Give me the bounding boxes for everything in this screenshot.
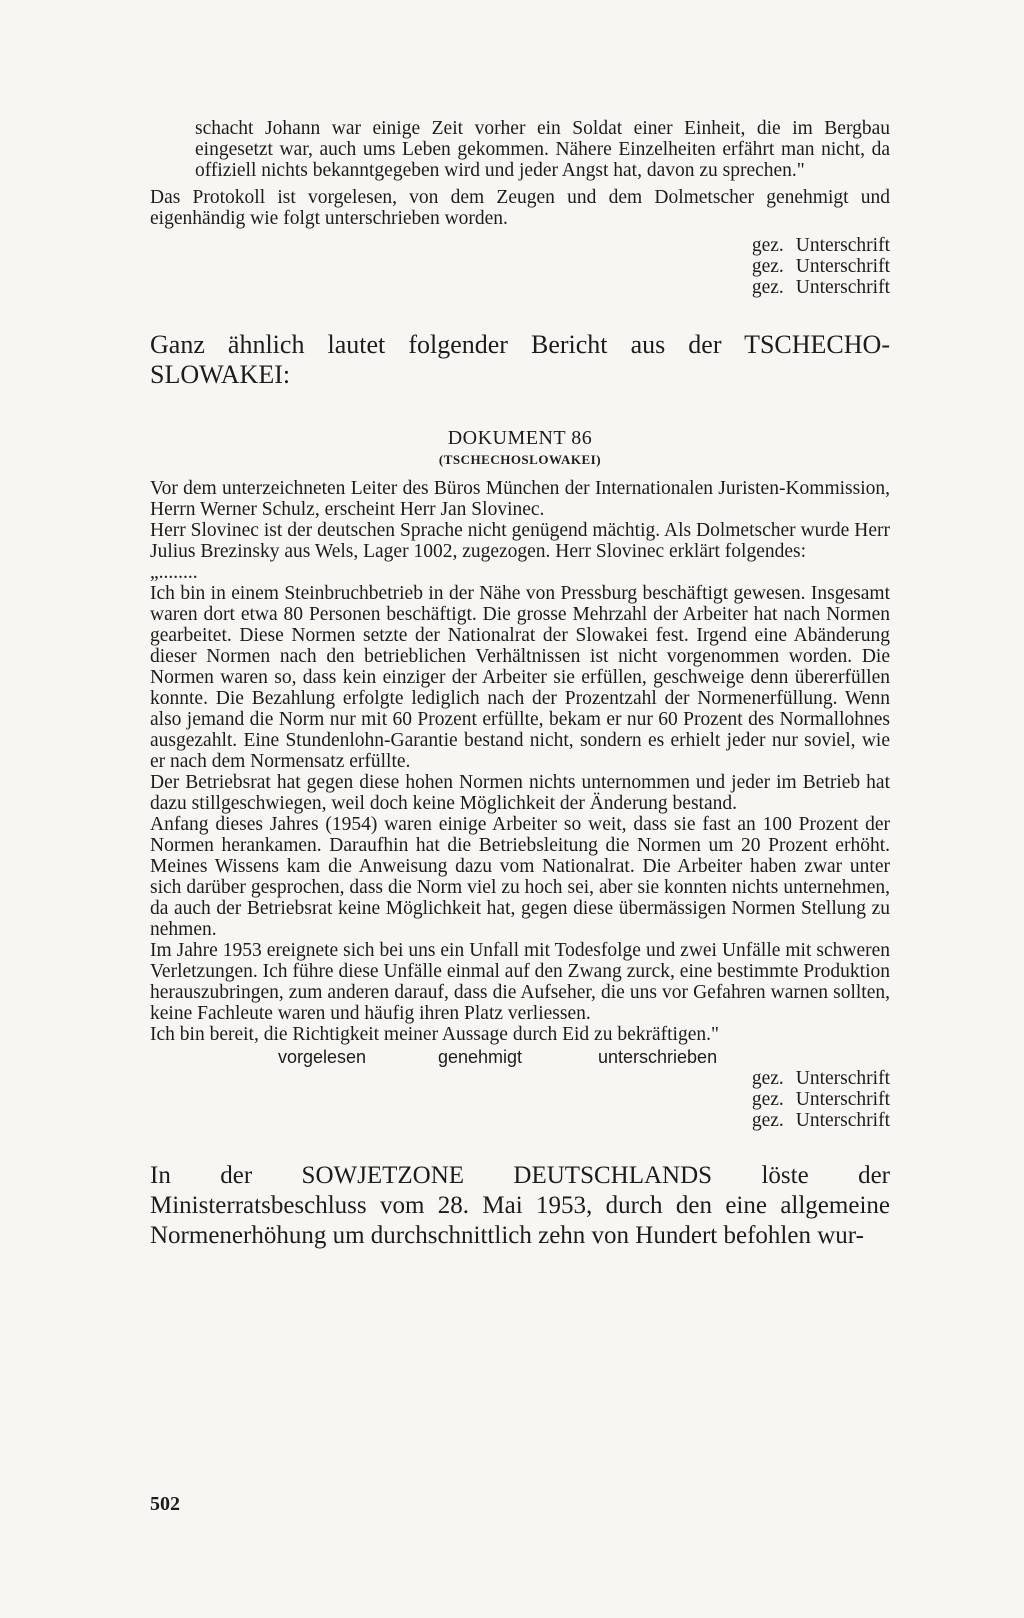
attestation-formula (150, 1047, 890, 1068)
body-paragraph: Der Betriebsrat hat gegen diese hohen Normen nichts unternommen und jeder im Betrieb hat dazu stillgeschwiegen, weil doch keine Möglichkeit der Änderung bestand. (150, 772, 890, 814)
signature-block-1 (150, 235, 890, 298)
page-content (150, 118, 890, 1251)
body-paragraph: Ich bin in einem Steinbruchbetrieb in der Nähe von Pressburg beschäftigt gewesen. Insgesamt waren dort etwa 80 Personen beschäftigt. Die grosse Mehrzahl der Arbeiter hat nach Normen gearbeitet. Diese Normen setzte der Nationalrat der Slowakei fest. Irgend eine Abänderung dieser Normen nach den betrieblichen Verhältnissen ist nicht vorgenommen worden. Die Normen waren so, dass kein einziger der Arbeiter sie erfüllen, geschweige denn übererfüllen konnte. Die Bezahlung erfolgte lediglich nach der Prozentzahl der Normenerfüllung. Wenn also jemand die Norm nur mit 60 Prozent erfüllte, bekam er nur 60 Prozent des Normallohnes ausgezahlt. Eine Stundenlohn-Garantie bestand nicht, sondern es erhielt jeder nur soviel, wie er nach dem Normensatz erfüllte. (150, 583, 890, 772)
signature-line: gez. Unterschrift (751, 1110, 890, 1131)
closing-paragraph: In der SOWJETZONE DEUTSCHLANDS löste der Ministerratsbeschluss vom 28. Mai 1953, durch den eine allgemeine Normenerhöhung um durchschnittlich zehn von Hundert befohlen wur- (150, 1162, 890, 1249)
body-paragraph: Vor dem unterzeichneten Leiter des Büros München der Internationalen Juristen-Kommission, Herrn Werner Schulz, erscheint Herr Jan Slovinec. (150, 478, 890, 520)
protocol-note: Das Protokoll ist vorgelesen, von dem Zeugen und dem Dolmetscher genehmigt und eigenhändig wie folgt unterschrieben worden. (150, 187, 890, 229)
body-paragraph: Herr Slovinec ist der deutschen Sprache nicht genügend mächtig. Als Dolmetscher wurde Herr Julius Brezinsky aus Wels, Lager 1002, zugezogen. Herr Slovinec erklärt folgendes: (150, 520, 890, 562)
formula-signed: unterschrieben (598, 1047, 718, 1067)
document-subtitle: (TSCHECHOSLOWAKEI) (438, 452, 602, 467)
body-paragraph: Anfang dieses Jahres (1954) waren einige Arbeiter so weit, dass sie fast an 100 Prozent der Normen herankamen. Daraufhin hat die Betriebsleitung die Normen um 20 Prozent erhöht. Meines Wissens kam die Anweisung dazu vom Nationalrat. Die Arbeiter haben zwar unter sich darüber gesprochen, dass die Norm viel zu hoch sei, aber sie konnten nichts unternehmen, da auch der Betriebsrat keine Möglichkeit hat, gegen diese übermässigen Normen Stellung zu nehmen. (150, 814, 890, 940)
body-paragraph: Ich bin bereit, die Richtigkeit meiner Aussage durch Eid zu bekräftigen." (150, 1024, 719, 1045)
document-body (150, 478, 890, 1045)
signature-line: gez. Unterschrift (751, 277, 890, 298)
formula-read: vorgelesen (278, 1047, 367, 1067)
section-intro-heading: Ganz ähnlich lautet folgender Bericht aus der TSCHECHO-SLOWAKEI: (150, 330, 890, 389)
signature-line: gez. Unterschrift (751, 235, 890, 256)
formula-approved: genehmigt (438, 1047, 523, 1067)
body-paragraph: Im Jahre 1953 ereignete sich bei uns ein Unfall mit Todesfolge und zwei Unfälle mit schweren Verletzungen. Ich führe diese Unfälle einmal auf den Zwang zurck, eine bestimmte Produktion herauszubringen, zum anderen darauf, dass die Aufseher, die uns vor Gefahren warnen sollten, keine Fachleute waren und häufig ihren Platz verliessen. (150, 940, 890, 1024)
signature-line: gez. Unterschrift (751, 1089, 890, 1110)
testimony-continuation: schacht Johann war einige Zeit vorher ein Soldat einer Einheit, die im Bergbau eingesetzt war, auch ums Leben gekommen. Nähere Einzelheiten erfährt man nicht, da offiziell nichts bekanntgegeben wird und jeder Angst hat, davon zu sprechen." (195, 118, 890, 181)
body-paragraph: „........ (150, 562, 198, 583)
signature-block-2 (150, 1068, 890, 1131)
document-title: DOKUMENT 86 (447, 427, 593, 449)
signature-line: gez. Unterschrift (751, 1068, 890, 1089)
signature-line: gez. Unterschrift (751, 256, 890, 277)
page-number: 502 (150, 1493, 180, 1515)
